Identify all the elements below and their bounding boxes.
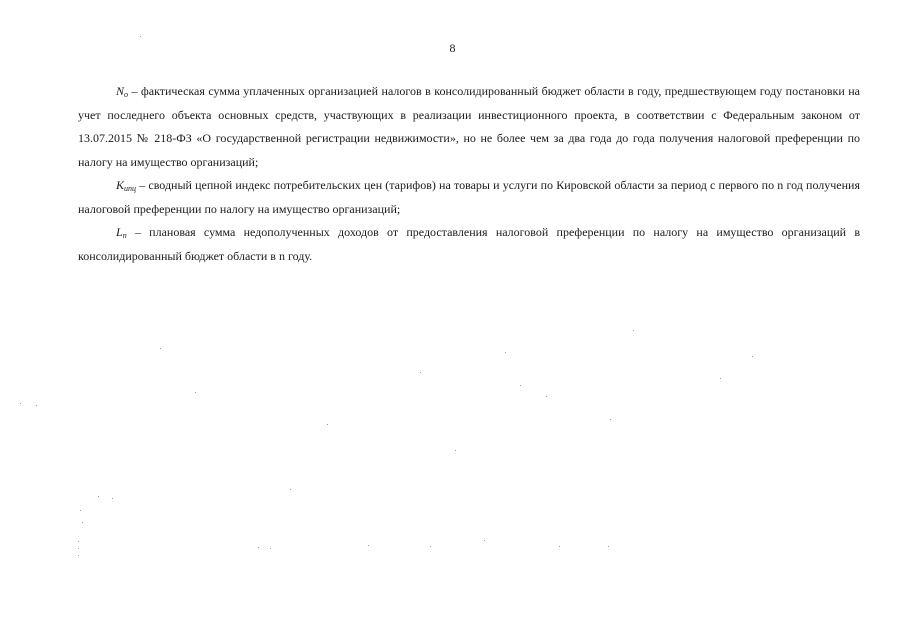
scan-speck bbox=[112, 498, 113, 499]
paragraph-text: – плановая сумма недополученных доходов от предоставления налоговой преференции по налогу на имущество организаций в консолидированный бюджет области в n году. bbox=[78, 225, 860, 263]
scan-speck bbox=[195, 392, 196, 393]
document-body bbox=[78, 80, 860, 268]
scan-speck bbox=[80, 510, 81, 511]
scan-speck bbox=[36, 405, 37, 406]
symbol-no: $N_o$ bbox=[116, 84, 129, 99]
scan-speck bbox=[546, 396, 547, 397]
scan-speck bbox=[720, 378, 721, 379]
scan-speck bbox=[140, 36, 141, 37]
scan-speck bbox=[160, 348, 161, 349]
paragraph-text: – фактическая сумма уплаченных организацией налогов в консолидированный бюджет области в году, предшествующем году постановки на учет последнего объекта основных средств, участвующих в реализации инвестиционного проекта, в соответствии с Федеральным законом от 13.07.2015 № 218-ФЗ «О государственной регистрации недвижимости», но не более чем за два года до года получения налоговой преференции по налогу на имущество организаций; bbox=[78, 84, 860, 169]
scan-speck bbox=[752, 356, 753, 357]
scan-speck bbox=[430, 546, 431, 547]
paragraph-text: – сводный цепной индекс потребительских цен (тарифов) на товары и услуги по Кировской области за период с первого по n год получения налоговой преференции по налогу на имущество организаций; bbox=[78, 178, 860, 216]
scan-speck bbox=[420, 372, 421, 373]
symbol-kipc: $K_{ипц}$ bbox=[116, 178, 137, 193]
scan-speck bbox=[258, 547, 259, 548]
scan-speck bbox=[455, 450, 456, 451]
scan-speck bbox=[484, 540, 485, 541]
scan-speck bbox=[505, 352, 506, 353]
scan-speck bbox=[20, 403, 21, 404]
paragraph-ln-definition bbox=[78, 221, 860, 268]
scan-speck bbox=[368, 545, 369, 546]
page-number: 8 bbox=[449, 41, 456, 55]
scan-speck bbox=[98, 496, 99, 497]
scan-speck bbox=[82, 522, 83, 523]
scan-speck bbox=[633, 330, 634, 331]
scan-speck bbox=[608, 546, 609, 547]
paragraph-no-definition bbox=[78, 80, 860, 174]
scan-speck bbox=[78, 548, 79, 549]
paragraph-kipc-definition bbox=[78, 174, 860, 221]
scan-speck bbox=[327, 424, 328, 425]
symbol-ln: $L_n$ bbox=[116, 225, 127, 240]
scan-speck bbox=[78, 555, 79, 556]
scan-speck bbox=[559, 546, 560, 547]
scan-speck bbox=[610, 419, 611, 420]
scan-speck bbox=[270, 548, 271, 549]
scan-speck bbox=[290, 489, 291, 490]
scan-speck bbox=[520, 385, 521, 386]
scan-speck bbox=[78, 541, 79, 542]
